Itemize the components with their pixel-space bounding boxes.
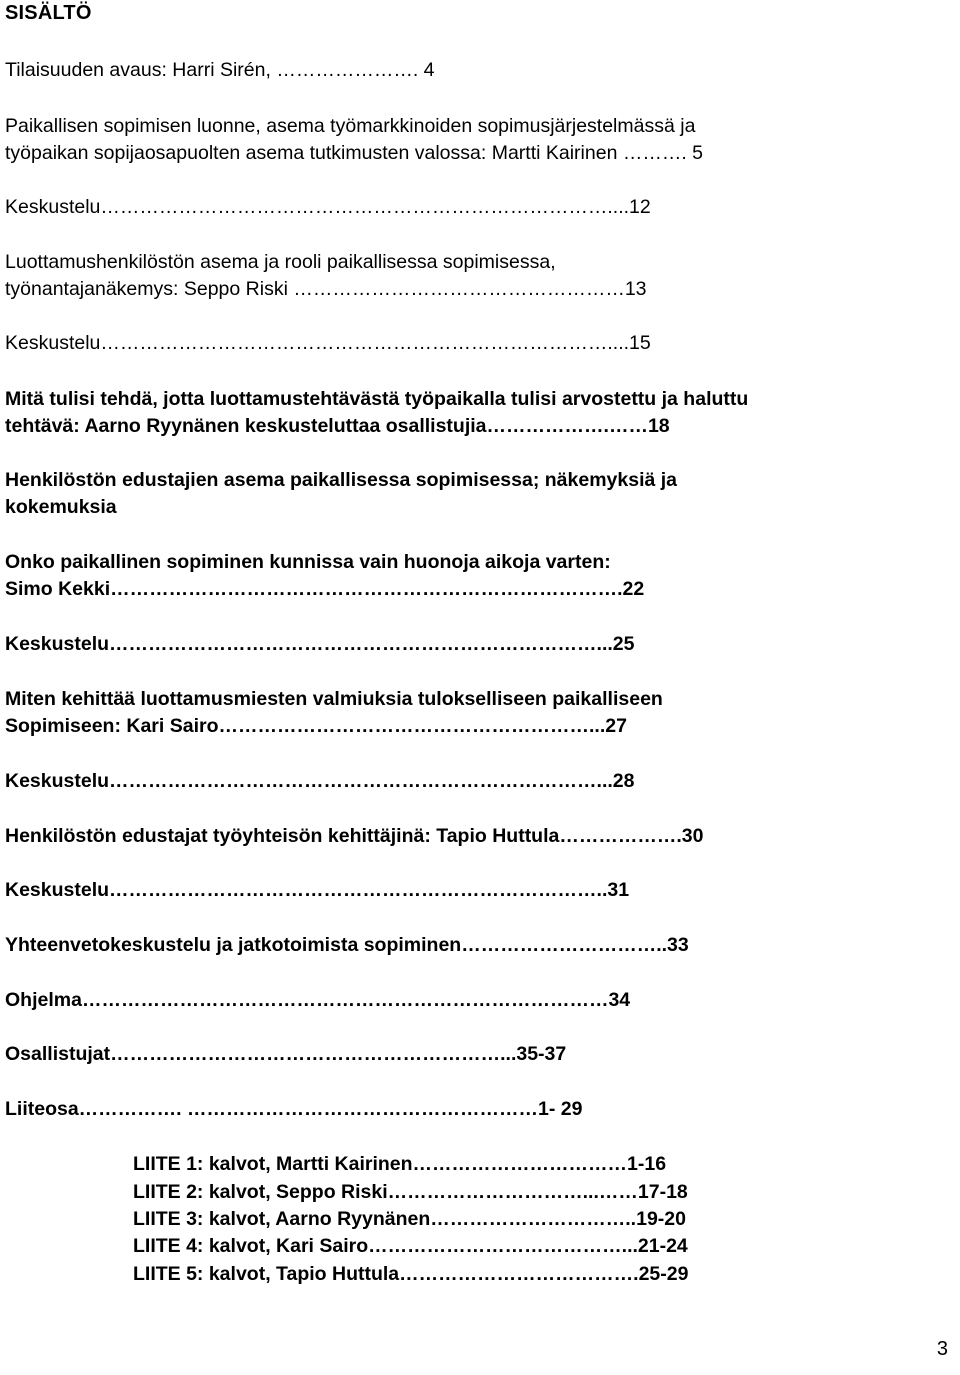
appendix-entry-5 (133, 1261, 953, 1288)
toc-entry-17 (5, 1096, 953, 1123)
toc-line: Keskustelu…………………………………………………………………..31 (5, 879, 630, 901)
toc-line: Henkilöstön edustajat työyhteisön kehittäjinä: Tapio Huttula……………….30 (5, 825, 704, 847)
toc-entry-3 (5, 194, 953, 221)
toc-line: Yhteenvetokeskustelu ja jatkotoimista sopiminen…………………………..33 (5, 934, 689, 956)
toc-line: Keskustelu……………………………………………………………………....15 (5, 332, 651, 354)
toc-line: Miten kehittää luottamusmiesten valmiuksia tulokselliseen paikalliseen (5, 688, 663, 710)
toc-entry-8 (5, 549, 953, 603)
toc-line: tehtävä: Aarno Ryynänen keskusteluttaa osallistujia……………….……18 (5, 415, 670, 437)
toc-line: Sopimiseen: Kari Sairo…………………………………………………...27 (5, 715, 627, 737)
appendix-entry-2 (133, 1179, 953, 1206)
toc-entry-5 (5, 330, 953, 357)
toc-line: Luottamushenkilöstön asema ja rooli paikallisessa sopimisessa, (5, 251, 556, 273)
appendix-line: LIITE 1: kalvot, Martti Kairinen……………………………1-16 (133, 1153, 667, 1175)
toc-line: Onko paikallinen sopiminen kunnissa vain huonoja aikoja varten: (5, 551, 611, 573)
toc-line: Tilaisuuden avaus: Harri Sirén, …………………. 4 (5, 59, 435, 81)
appendix-entry-3 (133, 1206, 953, 1233)
toc-line: Keskustelu……………………………………………………………………....12 (5, 196, 651, 218)
page-number: 3 (936, 1338, 948, 1360)
appendix-line: LIITE 5: kalvot, Tapio Huttula……………………………….25-29 (133, 1263, 689, 1285)
toc-line: Osallistujat……………………………………………………...35-37 (5, 1043, 567, 1065)
appendix-line: LIITE 3: kalvot, Aarno Ryynänen…………………………..19-20 (133, 1208, 686, 1230)
toc-entry-13 (5, 877, 953, 904)
toc-line: Keskustelu…………………………………………………………………...25 (5, 633, 635, 655)
toc-line: Simo Kekki…………………………………………………………………….22 (5, 578, 645, 600)
toc-entry-7 (5, 467, 953, 521)
toc-entry-14 (5, 932, 953, 959)
toc-line: Paikallisen sopimisen luonne, asema työmarkkinoiden sopimusjärjestelmässä ja (5, 115, 696, 137)
toc-entry-9 (5, 631, 953, 658)
toc-line: Mitä tulisi tehdä, jotta luottamustehtävästä työpaikalla tulisi arvostettu ja haluttu (5, 388, 749, 410)
toc-line: työnantajanäkemys: Seppo Riski ……………………………………………13 (5, 278, 647, 300)
toc-line: Liiteosa……………. ………………………………………………1- 29 (5, 1098, 583, 1120)
appendix-line: LIITE 4: kalvot, Kari Sairo…………………………………...21-24 (133, 1235, 688, 1257)
toc-line: kokemuksia (5, 496, 117, 518)
toc-entry-1 (5, 57, 953, 84)
toc-entry-2 (5, 113, 953, 167)
toc-heading: SISÄLTÖ (5, 2, 92, 24)
toc-entry-15 (5, 987, 953, 1014)
toc-entry-12 (5, 823, 953, 850)
toc-entry-10 (5, 686, 953, 740)
appendix-line: LIITE 2: kalvot, Seppo Riski…………………………...……17-18 (133, 1181, 688, 1203)
appendix-entry-1 (133, 1151, 953, 1178)
appendix-entry-4 (133, 1233, 953, 1260)
toc-line: Keskustelu…………………………………………………………………...28 (5, 770, 635, 792)
toc-entry-16 (5, 1041, 953, 1068)
toc-line: Ohjelma………………………………………………………………………34 (5, 989, 631, 1011)
toc-entry-6 (5, 386, 953, 440)
toc-line: työpaikan sopijaosapuolten asema tutkimusten valossa: Martti Kairinen ………. 5 (5, 142, 704, 164)
toc-line: Henkilöstön edustajien asema paikallisessa sopimisessa; näkemyksiä ja (5, 469, 678, 491)
toc-entry-4 (5, 249, 953, 303)
toc-entry-11 (5, 768, 953, 795)
